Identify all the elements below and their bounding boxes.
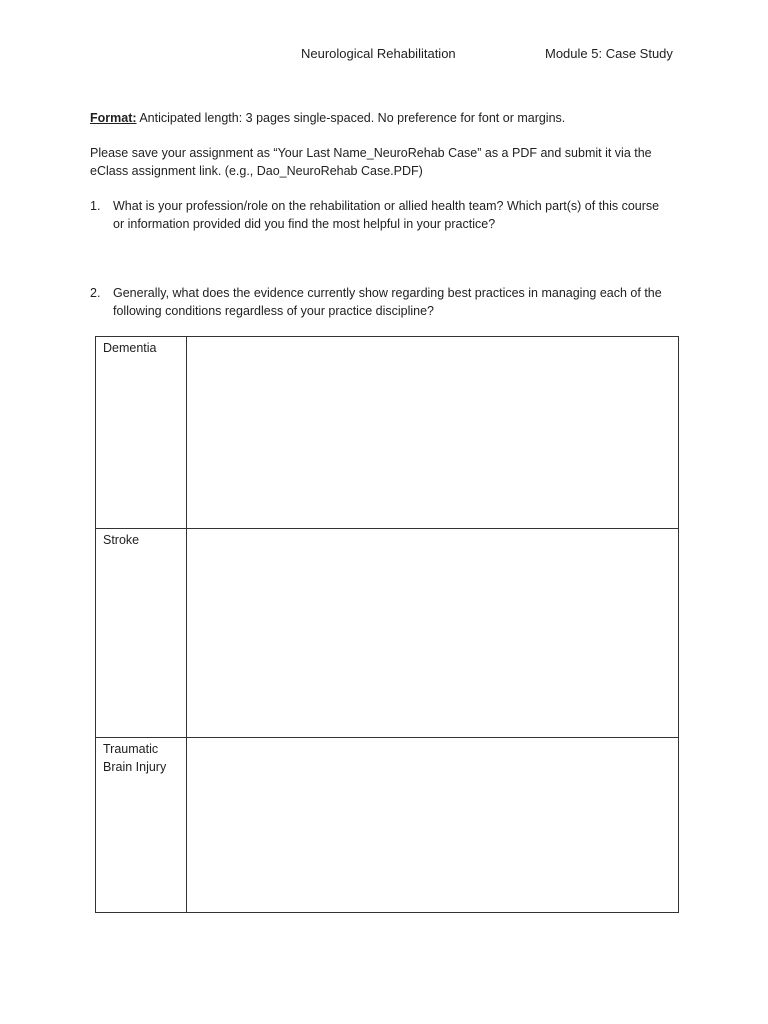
- question-text: [113, 198, 659, 233]
- answer-cell-stroke[interactable]: [187, 529, 679, 738]
- question-line: What is your profession/role on the rehabilitation or allied health team? Which part(s) of this course: [113, 199, 660, 213]
- condition-label: Stroke: [103, 533, 140, 547]
- question-number: 2.: [90, 286, 101, 300]
- question-text: [113, 285, 662, 320]
- table-row: [96, 738, 679, 913]
- condition-label-cell: [96, 738, 187, 913]
- format-text: Anticipated length: 3 pages single-spaced. No preference for font or margins.: [136, 111, 566, 125]
- condition-label: Traumatic: [103, 742, 159, 756]
- header-course-title: Neurological Rehabilitation: [301, 46, 456, 61]
- table-row: [96, 529, 679, 738]
- question-line: Generally, what does the evidence currently show regarding best practices in managing each of the: [113, 286, 662, 300]
- table-row: [96, 337, 679, 529]
- condition-label-cell: [96, 529, 187, 738]
- header-module-title: Module 5: Case Study: [545, 46, 673, 61]
- condition-label-cell: [96, 337, 187, 529]
- condition-label: Dementia: [103, 341, 157, 355]
- question-line: or information provided did you find the most helpful in your practice?: [113, 216, 496, 231]
- answer-cell-traumatic-brain-injury[interactable]: [187, 738, 679, 913]
- save-instructions: [90, 145, 690, 180]
- conditions-table: [95, 336, 679, 913]
- question-number: 1.: [90, 199, 101, 213]
- answer-cell-dementia[interactable]: [187, 337, 679, 529]
- format-instructions: [90, 111, 565, 125]
- save-instructions-line: Please save your assignment as “Your Last Name_NeuroRehab Case” as a PDF and submit it via the: [90, 146, 652, 160]
- save-instructions-line: eClass assignment link. (e.g., Dao_NeuroRehab Case.PDF): [90, 163, 423, 178]
- condition-label: Brain Injury: [103, 760, 167, 774]
- question-line: following conditions regardless of your practice discipline?: [113, 303, 435, 318]
- format-label: Format:: [90, 111, 137, 125]
